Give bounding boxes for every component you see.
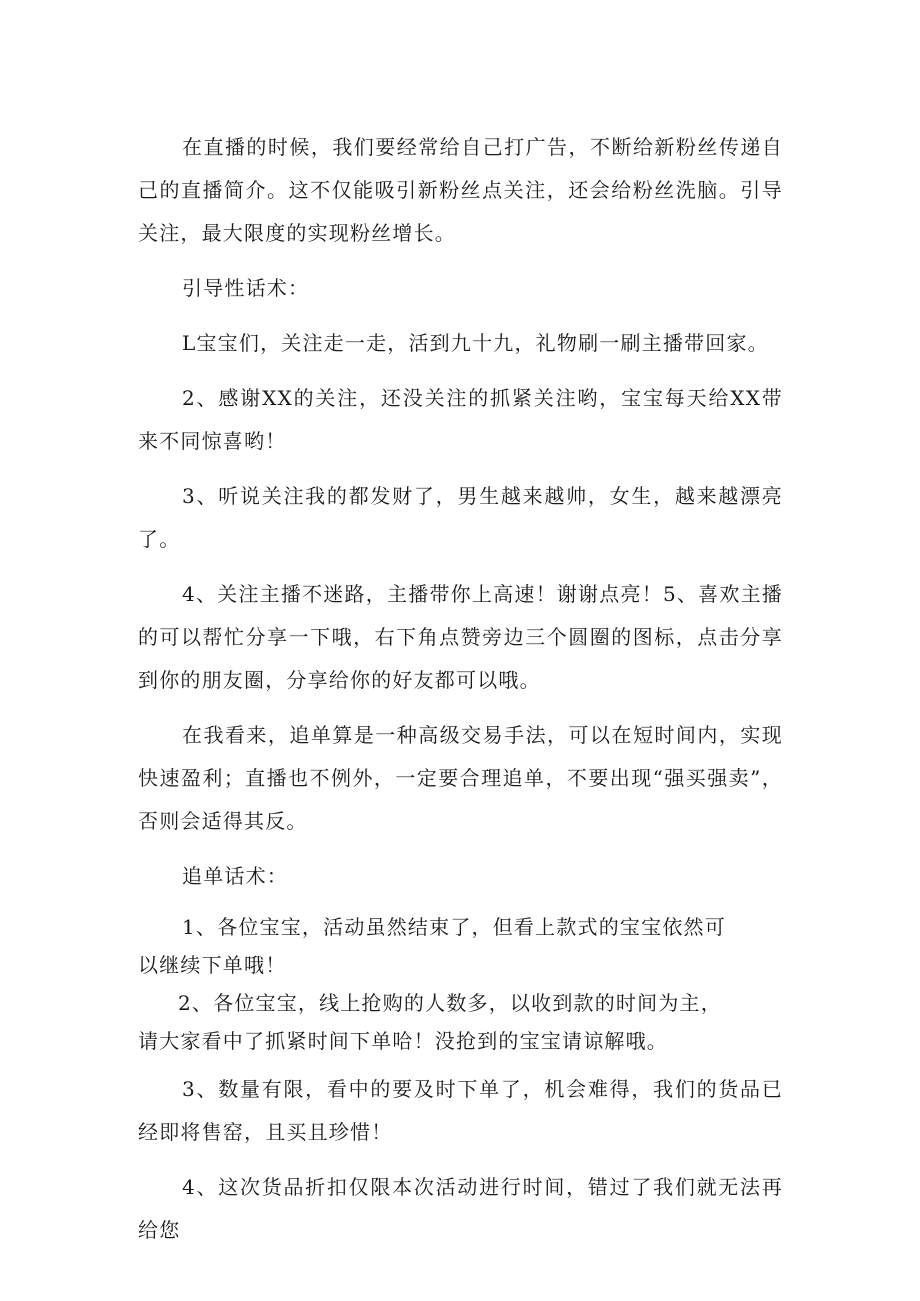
guide-item-3: 3、听说关注我的都发财了，男生越来越帅，女生，越来越漂亮了。 xyxy=(138,484,783,551)
section-heading-follow-up: 追单话术： xyxy=(182,864,288,888)
guide-item-2: 2、感谢XX的关注，还没关注的抓紧关注哟，宝宝每天给XX带来不同惊喜哟！ xyxy=(138,386,783,453)
follow-up-intro-paragraph: 在我看来，追单算是一种高级交易手法，可以在短时间内，实现快速盈利；直播也不例外，一定要合理追单，不要出现“强买强卖”，否则会适得其反。 xyxy=(138,723,783,833)
follow-up-item-3: 3、数量有限，看中的要及时下单了，机会难得，我们的货品已经即将售窑，且买且珍惜！ xyxy=(138,1077,783,1144)
follow-up-item-1-line-2: 以继续下单哦！ xyxy=(138,953,287,977)
follow-up-item-1-line-1: 1、各位宝宝，活动虽然结束了，但看上款式的宝宝依然可 xyxy=(182,915,726,939)
guide-item-4-5: 4、关注主播不迷路，主播带你上高速！谢谢点亮！5、喜欢主播的可以帮忙分享一下哦，右下角点赞旁边三个圆圈的图标，点击分享到你的朋友圈，分享给你的好友都可以哦。 xyxy=(138,582,783,692)
section-heading-guide: 引导性话术： xyxy=(182,276,310,300)
intro-paragraph: 在直播的时候，我们要经常给自己打广告，不断给新粉丝传递自己的直播简介。这不仅能吸引新粉丝点关注，还会给粉丝洗脑。引导关注，最大限度的实现粉丝增长。 xyxy=(138,135,783,245)
guide-item-1: L宝宝们，关注走一走，活到九十九，礼物刷一刷主播带回家。 xyxy=(182,331,769,355)
follow-up-item-2-line-2: 请大家看中了抓紧时间下单哈！没抢到的宝宝请谅解哦。 xyxy=(138,1029,668,1053)
document-body xyxy=(138,126,783,1264)
follow-up-item-2-line-1: 2、各位宝宝，线上抢购的人数多，以收到款的时间为主， xyxy=(178,991,722,1015)
follow-up-item-4: 4、这次货品折扣仅限本次活动进行时间，错过了我们就无法再给您 xyxy=(138,1175,783,1242)
